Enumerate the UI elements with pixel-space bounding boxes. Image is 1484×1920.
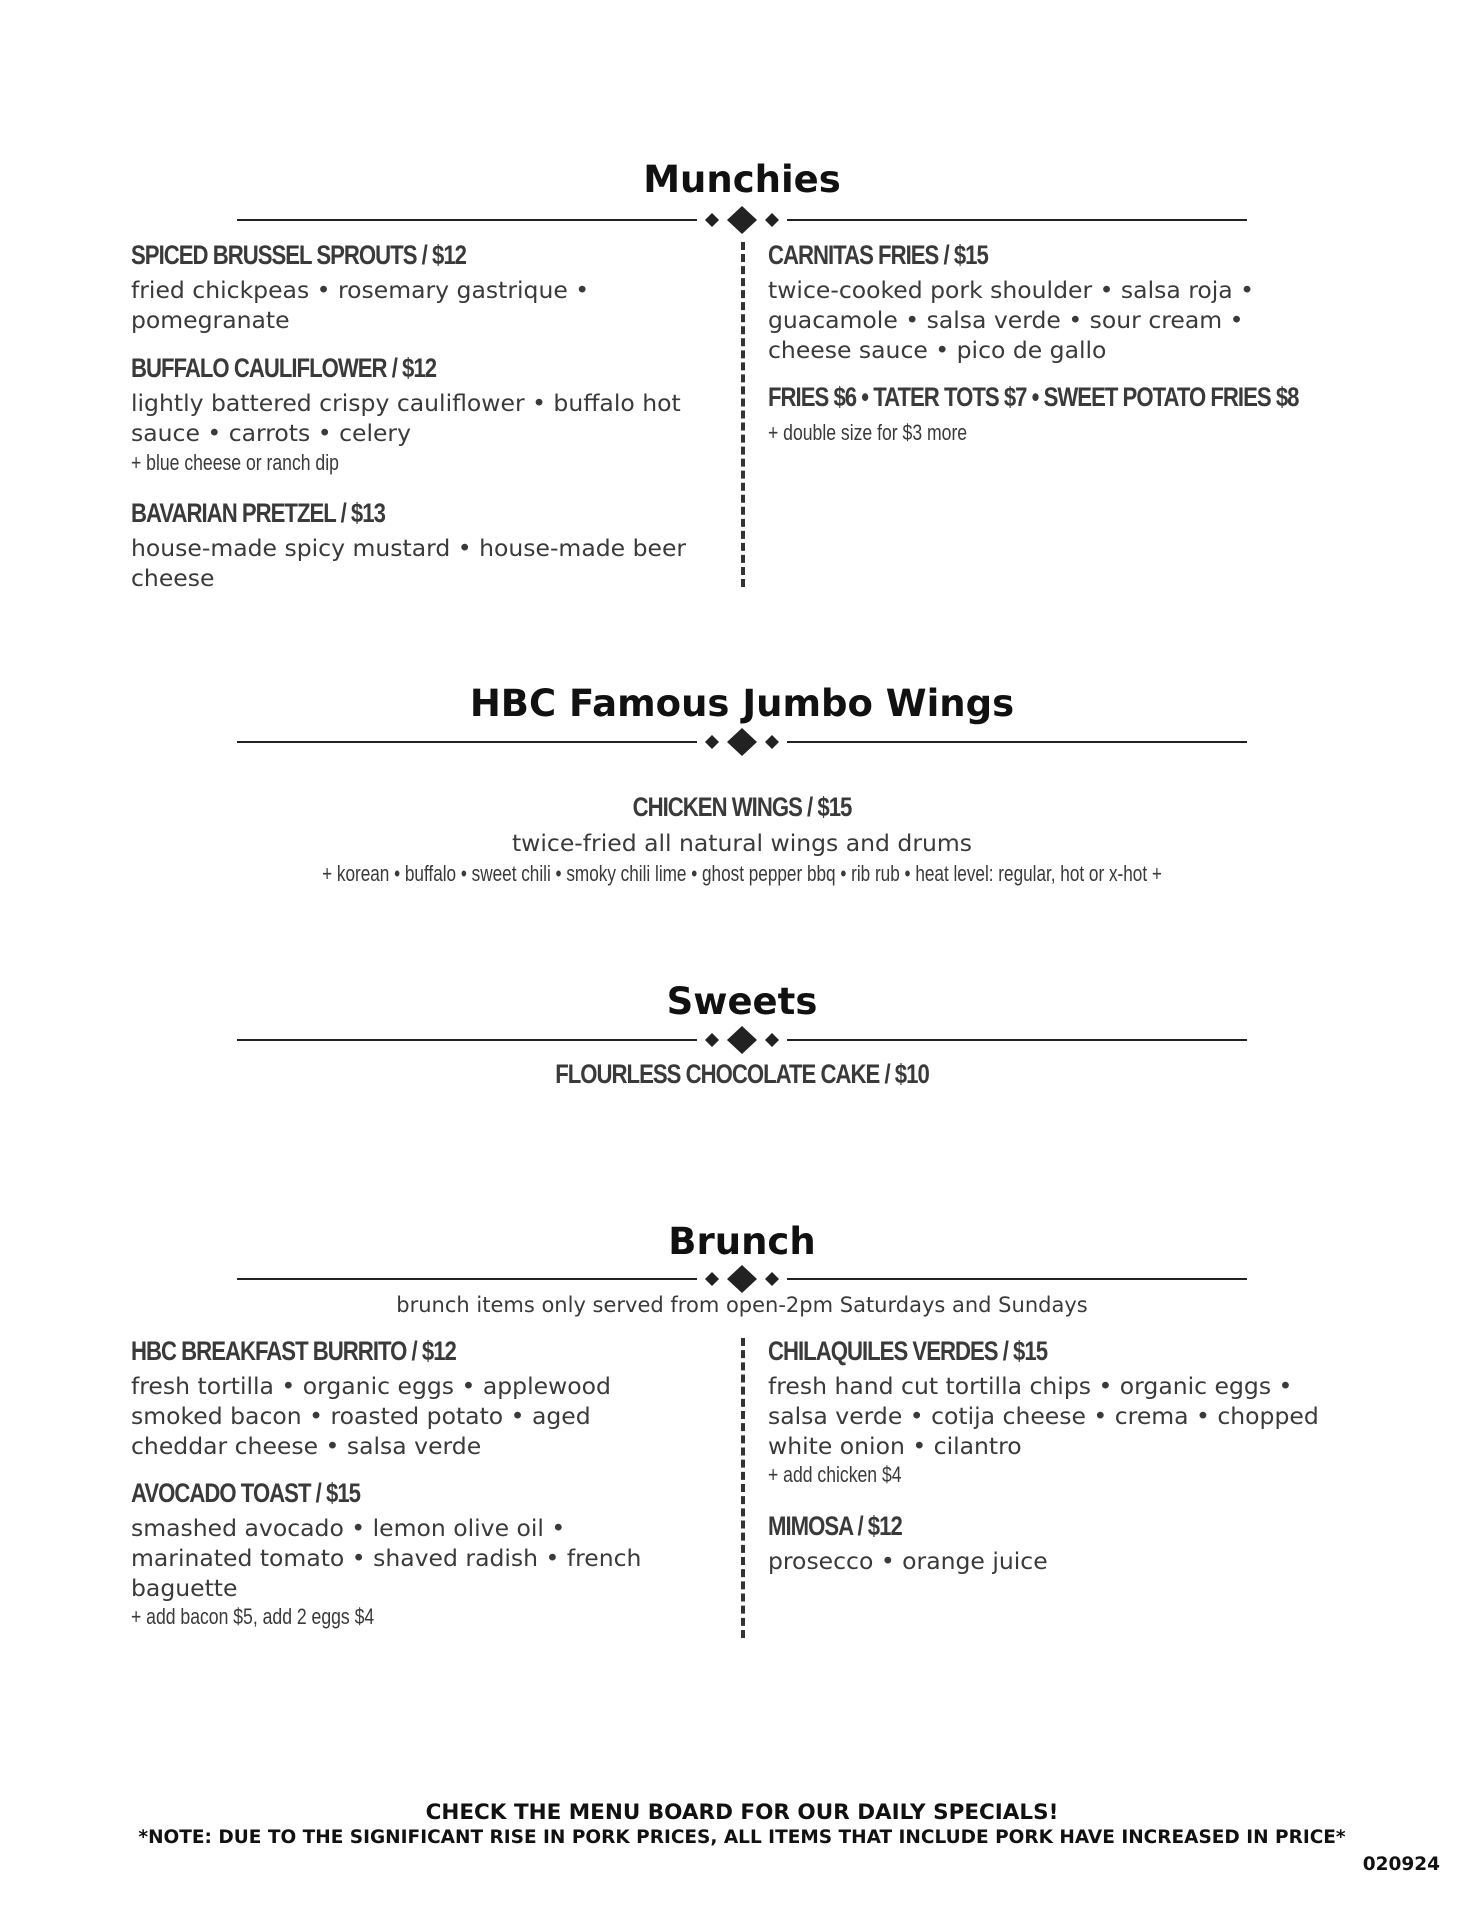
column-divider <box>741 242 748 587</box>
item-addon: + blue cheese or ranch dip <box>131 450 339 475</box>
brunch-note: brunch items only served from open-2pm Saturdays and Sundays <box>396 1293 1088 1317</box>
item-description: house-made spicy mustard • house-made beer cheese <box>131 534 687 592</box>
menu-version-code: 020924 <box>1362 1854 1440 1875</box>
item-addon: + double size for $3 more <box>768 420 968 445</box>
item-name: HBC BREAKFAST BURRITO / $12 <box>131 1336 456 1366</box>
item-name: MIMOSA / $12 <box>768 1511 902 1541</box>
item-name: CARNITAS FRIES / $15 <box>768 240 988 270</box>
item-name: SPICED BRUSSEL SPROUTS / $12 <box>131 240 466 270</box>
column-divider <box>741 1338 748 1638</box>
item-name: AVOCADO TOAST / $15 <box>131 1478 360 1508</box>
specials-notice: CHECK THE MENU BOARD FOR OUR DAILY SPECIALS! <box>425 1800 1059 1825</box>
item-name: BUFFALO CAULIFLOWER / $12 <box>131 353 437 383</box>
item-description: fresh hand cut tortilla chips • organic eggs • salsa verde • cotija cheese • crema • chopped white onion • cilantro <box>768 1372 1319 1460</box>
section-title-wings: HBC Famous Jumbo Wings <box>469 682 1015 725</box>
item-addon: + add chicken $4 <box>768 1462 902 1487</box>
item-description: prosecco • orange juice <box>768 1547 1048 1575</box>
pork-price-note: *NOTE: DUE TO THE SIGNIFICANT RISE IN PORK PRICES, ALL ITEMS THAT INCLUDE PORK HAVE INCREASED IN PRICE* <box>138 1827 1346 1848</box>
item-addon: + korean • buffalo • sweet chili • smoky chili lime • ghost pepper bbq • rib rub • heat level: regular, hot or x-hot + <box>322 861 1162 886</box>
item-description: twice-fried all natural wings and drums <box>511 829 973 857</box>
item-name: BAVARIAN PRETZEL / $13 <box>131 498 385 528</box>
item-description: smashed avocado • lemon olive oil • marinated tomato • shaved radish • french baguette <box>131 1514 642 1602</box>
item-description: twice-cooked pork shoulder • salsa roja • guacamole • salsa verde • sour cream • cheese sauce • pico de gallo <box>768 276 1254 364</box>
item-description: fried chickpeas • rosemary gastrique • pomegranate <box>131 276 590 334</box>
section-title-munchies: Munchies <box>643 158 841 201</box>
diamond-ornament-icon <box>697 205 787 235</box>
diamond-ornament-icon <box>697 1025 787 1055</box>
item-name: CHICKEN WINGS / $15 <box>632 792 852 822</box>
item-description: lightly battered crispy cauliflower • buffalo hot sauce • carrots • celery <box>131 389 681 447</box>
item-name: FLOURLESS CHOCOLATE CAKE / $10 <box>555 1059 929 1089</box>
diamond-ornament-icon <box>697 727 787 757</box>
item-name: CHILAQUILES VERDES / $15 <box>768 1336 1048 1366</box>
section-title-brunch: Brunch <box>668 1220 816 1263</box>
item-description: fresh tortilla • organic eggs • applewood smoked bacon • roasted potato • aged cheddar cheese • salsa verde <box>131 1372 611 1460</box>
item-addon: + add bacon $5, add 2 eggs $4 <box>131 1604 375 1629</box>
section-title-sweets: Sweets <box>666 980 818 1023</box>
item-name: FRIES $6 • TATER TOTS $7 • SWEET POTATO FRIES $8 <box>768 382 1299 412</box>
